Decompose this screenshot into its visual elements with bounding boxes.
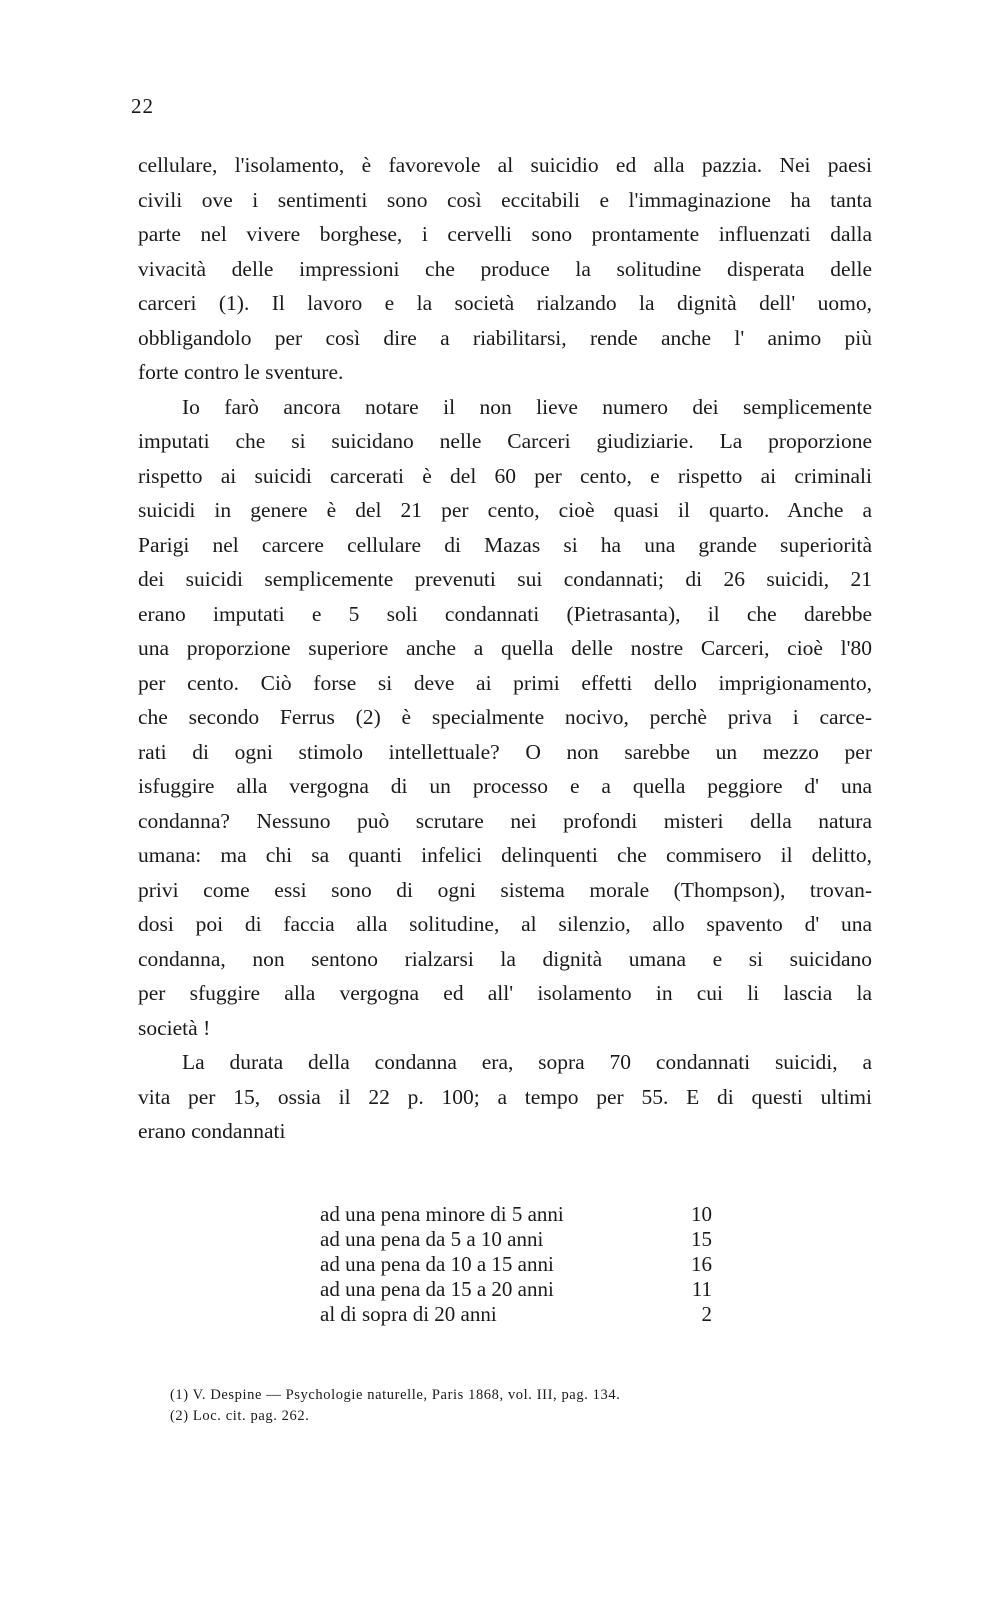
text-line: rispetto ai suicidi carcerati è del 60 per cento, e rispetto ai criminali	[138, 463, 872, 488]
text-line: privi come essi sono di ogni sistema morale (Thompson), trovan-	[138, 877, 872, 902]
paragraph-start-line: Io farò ancora notare il non lieve numero dei semplicemente	[182, 394, 872, 419]
row-value: 2	[701, 1302, 712, 1326]
row-label: al di sopra di 20 anni	[320, 1302, 497, 1326]
text-line: vivacità delle impressioni che produce la solitudine disperata delle	[138, 256, 872, 281]
table-row	[320, 1252, 712, 1277]
text-line: condanna, non sentono rialzarsi la dignità umana e si suicidano	[138, 946, 872, 971]
text-line: condanna? Nessuno può scrutare nei profondi misteri della natura	[138, 808, 872, 833]
text-line: suicidi in genere è del 21 per cento, cioè quasi il quarto. Anche a	[138, 498, 872, 522]
text-line: civili ove i sentimenti sono così eccitabili e l'immaginazione ha tanta	[138, 187, 872, 212]
body-text	[138, 148, 872, 1149]
footnote-2: (2) Loc. cit. pag. 262.	[170, 1408, 310, 1424]
text-line: parte nel vivere borghese, i cervelli sono prontamente influenzati dalla	[138, 222, 872, 246]
text-line: vita per 15, ossia il 22 p. 100; a tempo per 55. E di questi ultimi	[138, 1084, 872, 1109]
row-value: 16	[691, 1252, 712, 1276]
footnote-1: (1) V. Despine — Psychologie naturelle, Paris 1868, vol. III, pag. 134.	[170, 1387, 621, 1403]
row-value: 10	[691, 1202, 712, 1226]
text-line: che secondo Ferrus (2) è specialmente nocivo, perchè priva i carce-	[138, 705, 872, 729]
row-value: 15	[691, 1227, 712, 1251]
row-label: ad una pena da 15 a 20 anni	[320, 1277, 554, 1301]
row-label: ad una pena da 10 a 15 anni	[320, 1252, 554, 1276]
text-line: erano condannati	[138, 1119, 286, 1143]
table-row	[320, 1227, 712, 1252]
text-line: per cento. Ciò forse si deve ai primi effetti dello imprigionamento,	[138, 670, 872, 695]
text-line: rati di ogni stimolo intellettuale? O non sarebbe un mezzo per	[138, 739, 872, 764]
page-number: 22	[131, 94, 154, 118]
text-line: una proporzione superiore anche a quella delle nostre Carceri, cioè l'80	[138, 636, 872, 660]
text-line: umana: ma chi sa quanti infelici delinquenti che commisero il delitto,	[138, 843, 872, 867]
table-row	[320, 1277, 712, 1302]
table-row	[320, 1202, 712, 1227]
text-line: erano imputati e 5 soli condannati (Pietrasanta), il che darebbe	[138, 601, 872, 626]
text-line: Parigi nel carcere cellulare di Mazas si ha una grande superiorità	[138, 532, 872, 557]
row-value: 11	[691, 1277, 712, 1301]
table-row	[320, 1302, 712, 1327]
text-line: dei suicidi semplicemente prevenuti sui condannati; di 26 suicidi, 21	[138, 567, 872, 591]
row-label: ad una pena minore di 5 anni	[320, 1202, 564, 1226]
text-line: cellulare, l'isolamento, è favorevole al suicidio ed alla pazzia. Nei paesi	[138, 153, 872, 177]
text-line: forte contro le sventure.	[138, 360, 344, 384]
text-line: obbligandolo per così dire a riabilitarsi, rende anche l' animo più	[138, 325, 872, 350]
sentence-duration-table	[320, 1202, 712, 1327]
text-line: dosi poi di faccia alla solitudine, al silenzio, allo spavento d' una	[138, 912, 872, 936]
text-line: carceri (1). Il lavoro e la società rialzando la dignità dell' uomo,	[138, 291, 872, 315]
text-line: isfuggire alla vergogna di un processo e a quella peggiore d' una	[138, 774, 872, 798]
paragraph-start-line: La durata della condanna era, sopra 70 condannati suicidi, a	[182, 1050, 872, 1074]
footnotes	[170, 1385, 870, 1427]
text-line: imputati che si suicidano nelle Carceri giudiziarie. La proporzione	[138, 429, 872, 453]
row-label: ad una pena da 5 a 10 anni	[320, 1227, 544, 1251]
text-line: per sfuggire alla vergogna ed all' isolamento in cui li lascia la	[138, 981, 872, 1005]
text-line: società !	[138, 1015, 211, 1040]
